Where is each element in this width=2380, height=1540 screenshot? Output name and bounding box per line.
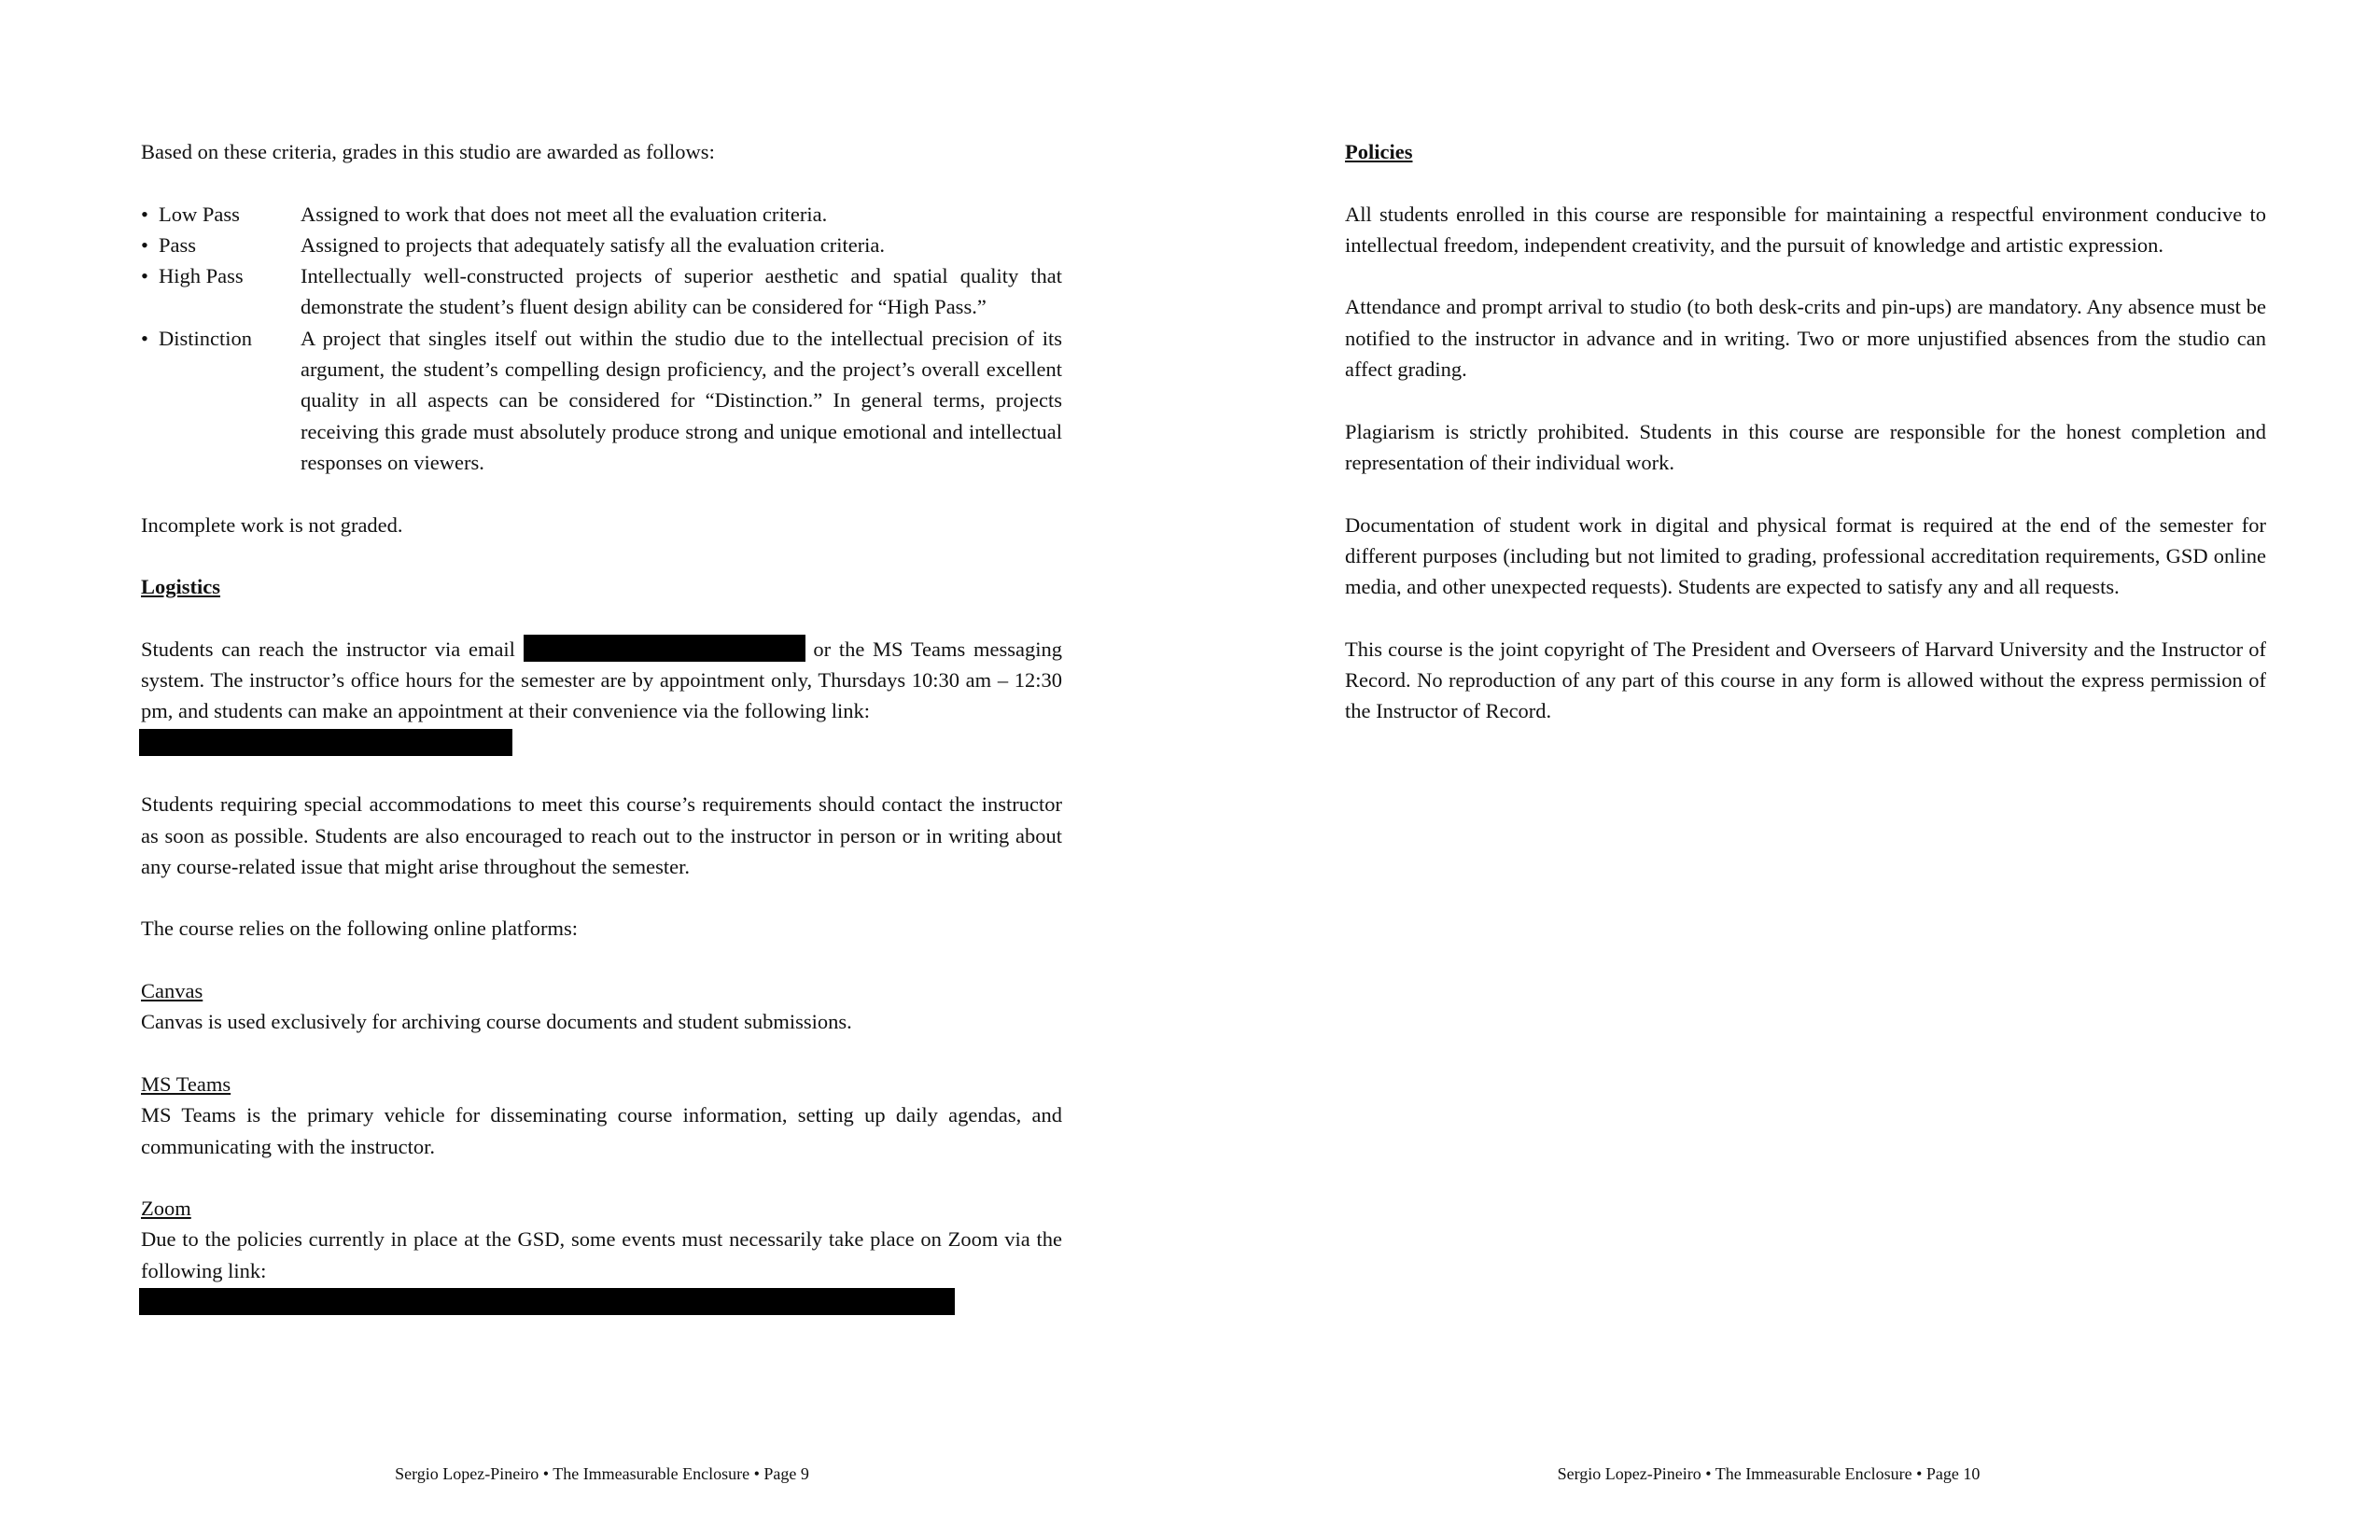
grade-list [141,199,1062,479]
grade-term: High Pass [159,264,244,288]
canvas-text: Canvas is used exclusively for archiving course documents and student submissions. [141,1010,852,1034]
page-10-body [1345,136,2266,758]
contact-text-start: Students can reach the instructor via email [141,637,515,661]
redacted-link-line [141,727,1062,758]
grade-term: Distinction [159,326,252,350]
page-10 [1190,0,2380,1540]
contact-text-end: or the MS Teams messaging system. The instructor’s office hours for the semester are by appointment only, Thursdays 10:30 am – 12:30 pm, and students can make an appointment at their convenience via the following link: [141,637,1062,723]
bullet: • [141,264,148,288]
bullet: • [141,232,148,257]
zoom-heading: Zoom [141,1197,191,1221]
platforms-intro: The course relies on the following online platforms: [141,917,579,941]
bullet: • [141,326,148,350]
policy-paragraph-plagiarism: Plagiarism is strictly prohibited. Students in this course are responsible for the honest completion and representation of their individual work. [1345,419,2266,474]
redacted-appointment-link [139,729,512,756]
page-9-footer: Sergio Lopez-Pineiro • The Immeasurable Enclosure • Page 9 [395,1464,809,1483]
grade-term: Pass [159,232,197,257]
redacted-email [524,635,805,662]
grade-item-low-pass [141,199,1062,230]
redacted-zoom-line [141,1286,1062,1317]
grade-description: Assigned to projects that adequately satisfy all the evaluation criteria. [301,232,886,257]
grade-item-pass [141,230,1062,260]
teams-text: MS Teams is the primary vehicle for disseminating course information, setting up daily agendas, and communicating with the instructor. [141,1103,1062,1158]
redacted-zoom-link [139,1288,955,1315]
contact-paragraph [141,634,1062,727]
policy-paragraph-attendance: Attendance and prompt arrival to studio (to both desk-crits and pin-ups) are mandatory. Any absence must be notified to the instructor in advance and in writing. Two or more unjustified absences from the studio can affect grading. [1345,295,2266,382]
incomplete-note: Incomplete work is not graded. [141,512,403,537]
logistics-heading: Logistics [141,575,221,599]
grade-term: Low Pass [159,202,240,226]
teams-heading: MS Teams [141,1071,231,1096]
policy-paragraph-copyright: This course is the joint copyright of The President and Overseers of Harvard University and the Instructor of Record. No reproduction of any part of this course in any form is allowed without the express permission of the Instructor of Record. [1345,637,2266,723]
grade-description: A project that singles itself out within the studio due to the intellectual precision of its argument, the student’s compelling design proficiency, and the project’s overall excellent quality in all aspects can be considered for “Distinction.” In general terms, projects receiving this grade must absolutely produce strong and unique emotional and intellectual responses on viewers. [301,326,1062,474]
grades-intro: Based on these criteria, grades in this studio are awarded as follows: [141,140,715,163]
page-9-body [141,136,1062,1317]
bullet: • [141,202,148,226]
policy-paragraph-respect: All students enrolled in this course are responsible for maintaining a respectful environment conducive to intellectual freedom, independent creativity, and the pursuit of knowledge and artistic expression. [1345,202,2266,257]
zoom-text: Due to the policies currently in place at the GSD, some events must necessarily take place on Zoom via the following link: [141,1227,1062,1282]
policies-heading: Policies [1345,140,1413,163]
policy-paragraph-documentation: Documentation of student work in digital and physical format is required at the end of the semester for different purposes (including but not limited to grading, professional accreditation requirements, GSD online media, and other unexpected requests). Students are expected to satisfy any and all requests. [1345,512,2266,599]
accommodations-paragraph: Students requiring special accommodations to meet this course’s requirements should contact the instructor as soon as possible. Students are also encouraged to reach out to the instructor in person or in writing about any course-related issue that might arise throughout the semester. [141,792,1062,878]
grade-description: Assigned to work that does not meet all the evaluation criteria. [301,202,828,226]
grade-description: Intellectually well-constructed projects of superior aesthetic and spatial quality that demonstrate the student’s fluent design ability can be considered for “High Pass.” [301,264,1062,319]
grade-item-distinction [141,323,1062,478]
canvas-heading: Canvas [141,979,203,1003]
grade-item-high-pass [141,260,1062,323]
page-10-footer: Sergio Lopez-Pineiro • The Immeasurable Enclosure • Page 10 [1557,1464,1981,1483]
